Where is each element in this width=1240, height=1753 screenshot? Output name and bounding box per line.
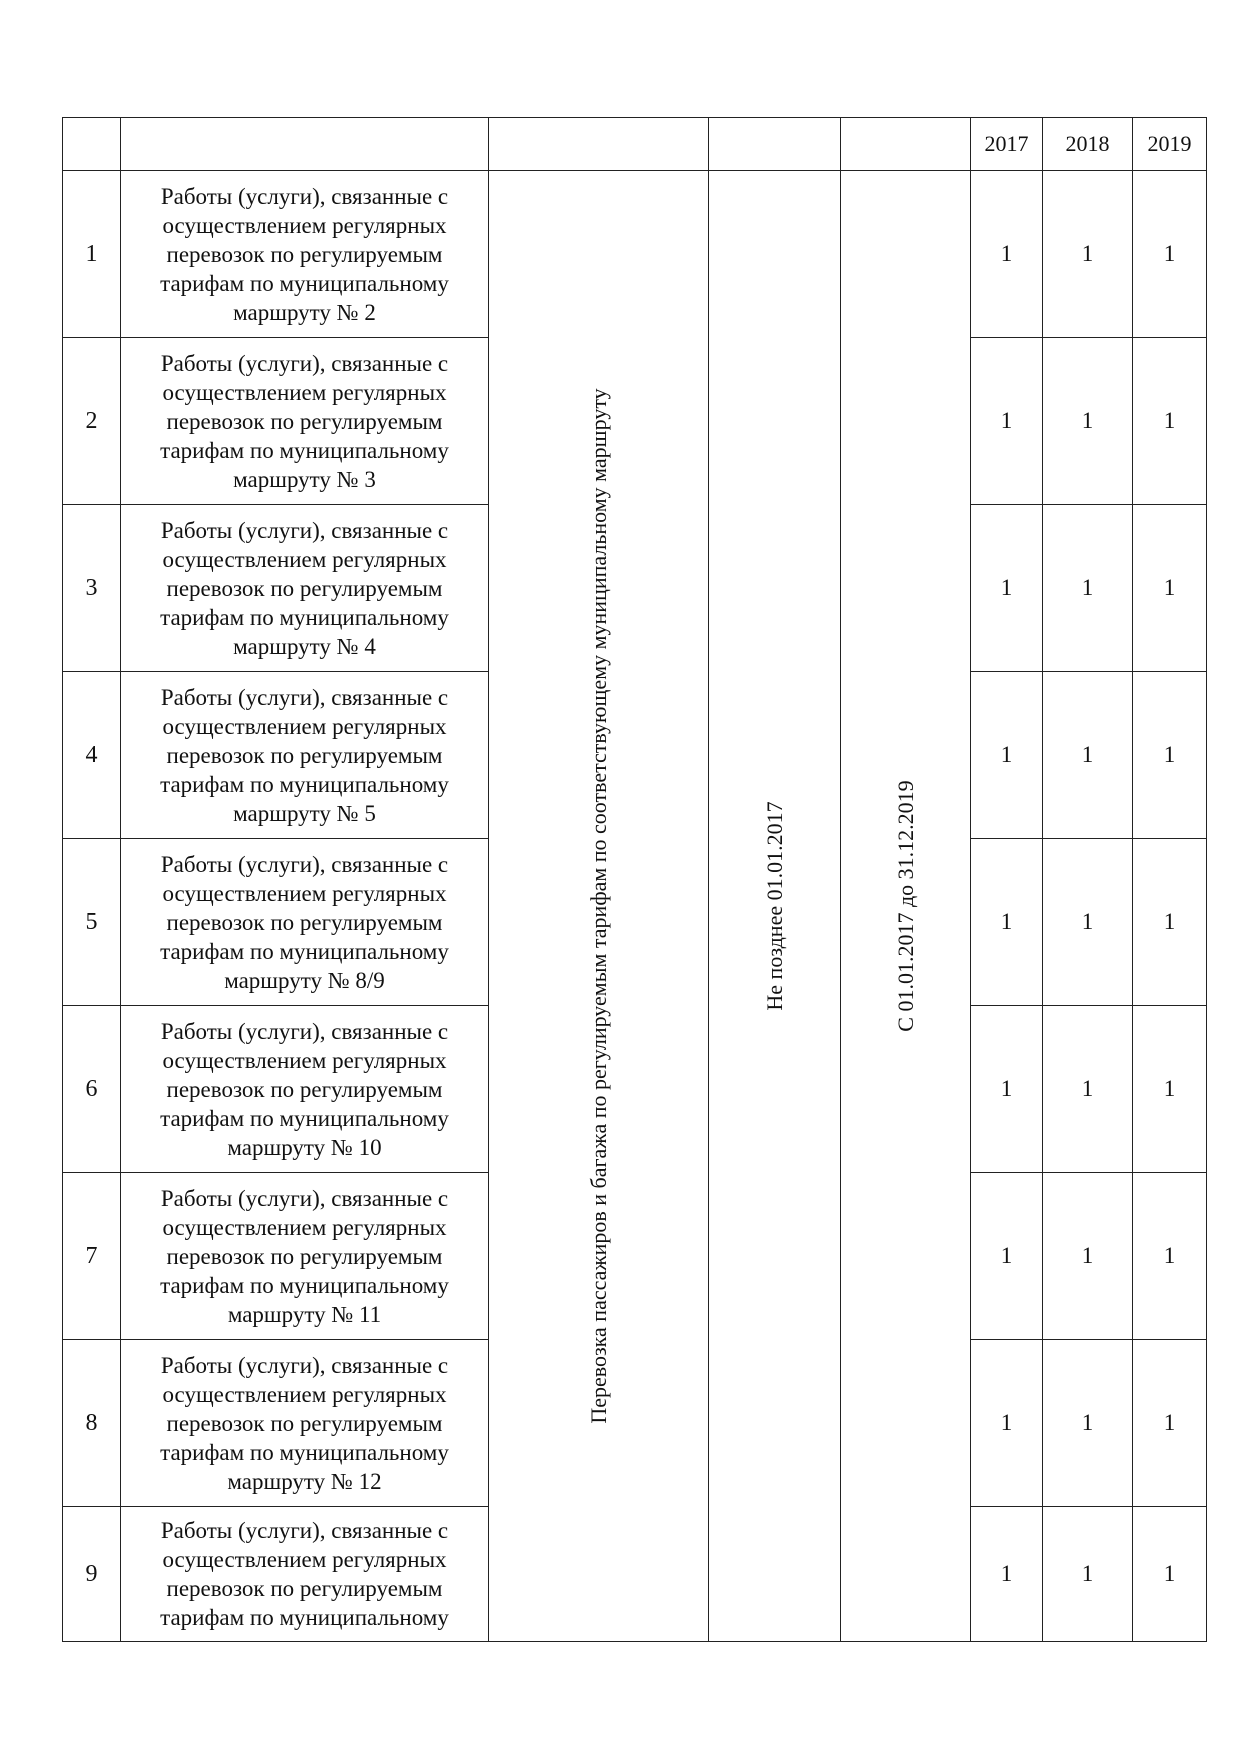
- header-cell-start: [709, 118, 841, 171]
- start-date-cell: [709, 171, 841, 1642]
- description-line: тарифам по муниципальному: [160, 1272, 449, 1298]
- row-number: 7: [63, 1173, 121, 1340]
- description-line: перевозок по регулируемым: [166, 742, 443, 768]
- value-2017: 1: [971, 171, 1043, 338]
- description-line: осуществлением регулярных: [162, 379, 447, 405]
- description-line: тарифам по муниципальному: [160, 938, 449, 964]
- value-2018: 1: [1043, 171, 1133, 338]
- row-description: [121, 338, 489, 505]
- row-description: [121, 672, 489, 839]
- description-line: осуществлением регулярных: [162, 880, 447, 906]
- description-line: перевозок по регулируемым: [166, 241, 443, 267]
- year-2019-header: 2019: [1133, 118, 1207, 171]
- service-name-cell: [489, 171, 709, 1642]
- value-2017: 1: [971, 672, 1043, 839]
- row-description: [121, 1006, 489, 1173]
- description-line: маршруту № 11: [227, 1301, 382, 1327]
- value-2018: 1: [1043, 672, 1133, 839]
- description-line: осуществлением регулярных: [162, 1381, 447, 1407]
- row-number: 6: [63, 1006, 121, 1173]
- description-line: Работы (услуги), связанные с: [160, 1352, 449, 1378]
- description-line: маршруту № 3: [233, 466, 376, 492]
- value-2017: 1: [971, 839, 1043, 1006]
- value-2019: 1: [1133, 338, 1207, 505]
- period-cell-text: С 01.01.2017 до 31.12.2019: [892, 780, 918, 1032]
- value-2018: 1: [1043, 1340, 1133, 1507]
- description-line: тарифам по муниципальному: [160, 437, 449, 463]
- description-line: Работы (услуги), связанные с: [160, 183, 449, 209]
- period-cell: [841, 171, 971, 1642]
- description-line: перевозок по регулируемым: [166, 1243, 443, 1269]
- description-line: маршруту № 2: [233, 299, 376, 325]
- value-2018: 1: [1043, 1006, 1133, 1173]
- value-2018: 1: [1043, 1507, 1133, 1642]
- row-description: [121, 171, 489, 338]
- value-2018: 1: [1043, 839, 1133, 1006]
- description-line: тарифам по муниципальному: [160, 604, 449, 630]
- value-2019: 1: [1133, 1507, 1207, 1642]
- value-2019: 1: [1133, 1340, 1207, 1507]
- header-cell-period: [841, 118, 971, 171]
- description-line: тарифам по муниципальному: [160, 1105, 449, 1131]
- year-2017-header: 2017: [971, 118, 1043, 171]
- header-row: [63, 118, 1207, 171]
- row-number: 1: [63, 171, 121, 338]
- row-number: 5: [63, 839, 121, 1006]
- description-line: Работы (услуги), связанные с: [160, 684, 449, 710]
- description-line: перевозок по регулируемым: [166, 1576, 443, 1601]
- value-2019: 1: [1133, 839, 1207, 1006]
- description-line: перевозок по регулируемым: [166, 1410, 443, 1436]
- row-description: [121, 1340, 489, 1507]
- routes-table: [62, 117, 1207, 1642]
- value-2019: 1: [1133, 171, 1207, 338]
- description-line: осуществлением регулярных: [162, 1547, 447, 1572]
- row-number: 4: [63, 672, 121, 839]
- description-line: маршруту № 4: [233, 633, 376, 659]
- header-cell-num: [63, 118, 121, 171]
- description-line: маршруту № 10: [227, 1134, 382, 1160]
- description-line: тарифам по муниципальному: [160, 771, 449, 797]
- value-2019: 1: [1133, 1173, 1207, 1340]
- description-line: Работы (услуги), связанные с: [160, 350, 449, 376]
- value-2017: 1: [971, 1507, 1043, 1642]
- value-2019: 1: [1133, 1006, 1207, 1173]
- row-description: [121, 505, 489, 672]
- row-number: 2: [63, 338, 121, 505]
- value-2018: 1: [1043, 338, 1133, 505]
- description-line: тарифам по муниципальному: [160, 1439, 449, 1465]
- description-line: тарифам по муниципальному: [160, 270, 449, 296]
- header-cell-desc: [121, 118, 489, 171]
- value-2017: 1: [971, 505, 1043, 672]
- value-2017: 1: [971, 1340, 1043, 1507]
- value-2019: 1: [1133, 672, 1207, 839]
- value-2017: 1: [971, 1006, 1043, 1173]
- description-line: осуществлением регулярных: [162, 212, 447, 238]
- value-2018: 1: [1043, 505, 1133, 672]
- row-description: [121, 839, 489, 1006]
- description-line: перевозок по регулируемым: [166, 575, 443, 601]
- description-line: осуществлением регулярных: [162, 713, 447, 739]
- description-line: Работы (услуги), связанные с: [160, 517, 449, 543]
- year-2018-header: 2018: [1043, 118, 1133, 171]
- table-row: [63, 171, 1207, 338]
- row-number: 9: [63, 1507, 121, 1642]
- description-line: Работы (услуги), связанные с: [160, 1185, 449, 1211]
- value-2017: 1: [971, 1173, 1043, 1340]
- description-line: осуществлением регулярных: [162, 1047, 447, 1073]
- description-line: осуществлением регулярных: [162, 546, 447, 572]
- description-line: Работы (услуги), связанные с: [160, 851, 449, 877]
- description-line: тарифам по муниципальному: [160, 1605, 449, 1630]
- row-description: [121, 1173, 489, 1340]
- service-name-cell-text: Перевозка пассажиров и багажа по регулируемым тарифам по соответствующему муниципальному маршруту: [585, 388, 611, 1424]
- description-line: маршруту № 12: [227, 1468, 382, 1494]
- row-description: [121, 1507, 489, 1642]
- row-number: 3: [63, 505, 121, 672]
- description-line: Работы (услуги), связанные с: [160, 1518, 449, 1543]
- value-2019: 1: [1133, 505, 1207, 672]
- header-cell-service: [489, 118, 709, 171]
- value-2017: 1: [971, 338, 1043, 505]
- start-date-cell-text: Не позднее 01.01.2017: [761, 801, 787, 1011]
- description-line: перевозок по регулируемым: [166, 1076, 443, 1102]
- description-line: перевозок по регулируемым: [166, 909, 443, 935]
- description-line: маршруту № 5: [233, 800, 376, 826]
- value-2018: 1: [1043, 1173, 1133, 1340]
- description-line: осуществлением регулярных: [162, 1214, 447, 1240]
- description-line: Работы (услуги), связанные с: [160, 1018, 449, 1044]
- description-line: маршруту № 8/9: [224, 967, 385, 993]
- row-number: 8: [63, 1340, 121, 1507]
- description-line: перевозок по регулируемым: [166, 408, 443, 434]
